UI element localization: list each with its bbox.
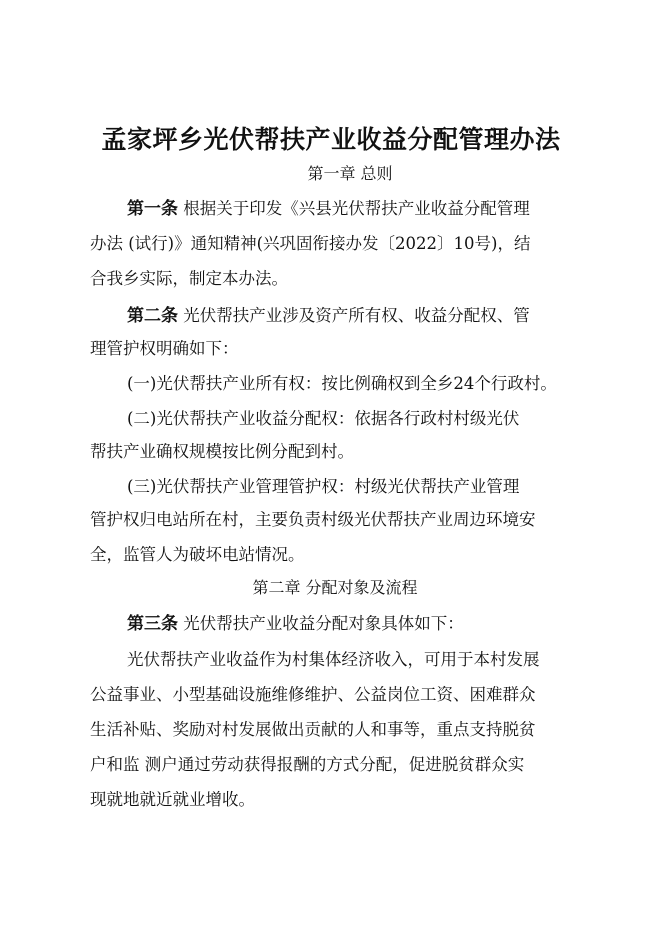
article-2-item-1: (一)光伏帮扶产业所有权：按比例确权到全乡24个行政村。 <box>127 374 557 393</box>
article-1-first-line <box>127 197 530 221</box>
article-2-label: 第二条 <box>127 306 178 326</box>
article-2-line-2: 理管护权明确如下： <box>90 339 239 358</box>
document-title: 孟家坪乡光伏帮扶产业收益分配管理办法 <box>101 125 561 154</box>
article-1-line-3: 合我乡实际，制定本办法。 <box>90 269 288 288</box>
article-2-item-3-line-1: (三)光伏帮扶产业管理管护权：村级光伏帮扶产业管理 <box>127 477 520 496</box>
article-3-paragraph-line-3: 生活补贴、奖励对村发展做出贡献的人和事等，重点支持脱贫 <box>90 720 536 739</box>
article-3-label: 第三条 <box>127 614 178 634</box>
article-3-paragraph-line-2: 公益事业、小型基础设施维修维护、公益岗位工资、困难群众 <box>90 685 536 704</box>
article-2-first-line <box>127 304 530 328</box>
article-3-paragraph-line-4: 户和监 测户通过劳动获得报酬的方式分配，促进脱贫群众实 <box>90 755 525 774</box>
article-3-paragraph-line-5: 现就地就近就业增收。 <box>90 790 255 809</box>
article-1-label: 第一条 <box>127 199 178 219</box>
article-2-text: 光伏帮扶产业涉及资产所有权、收益分配权、管 <box>183 306 530 325</box>
article-2-item-3-line-3: 全，监管人为破坏电站情况。 <box>90 545 305 564</box>
article-3-text: 光伏帮扶产业收益分配对象具体如下： <box>183 614 464 633</box>
article-3-paragraph-line-1: 光伏帮扶产业收益作为村集体经济收入，可用于本村发展 <box>127 650 540 669</box>
chapter-2-heading: 第二章 分配对象及流程 <box>252 578 418 597</box>
article-2-item-3-line-2: 管护权归电站所在村，主要负责村级光伏帮扶产业周边环境安 <box>90 510 536 529</box>
article-1-text: 根据关于印发《兴县光伏帮扶产业收益分配管理 <box>183 199 530 218</box>
chapter-1-heading: 第一章 总则 <box>307 164 393 183</box>
article-3-first-line <box>127 612 464 636</box>
article-2-item-2-line-2: 帮扶产业确权规模按比例分配到村。 <box>90 442 354 461</box>
article-1-line-2: 办法 (试行)》通知精神(兴巩固衔接办发〔2022〕10号)，结 <box>90 234 531 253</box>
article-2-item-2-line-1: (二)光伏帮扶产业收益分配权：依据各行政村村级光伏 <box>127 409 520 428</box>
